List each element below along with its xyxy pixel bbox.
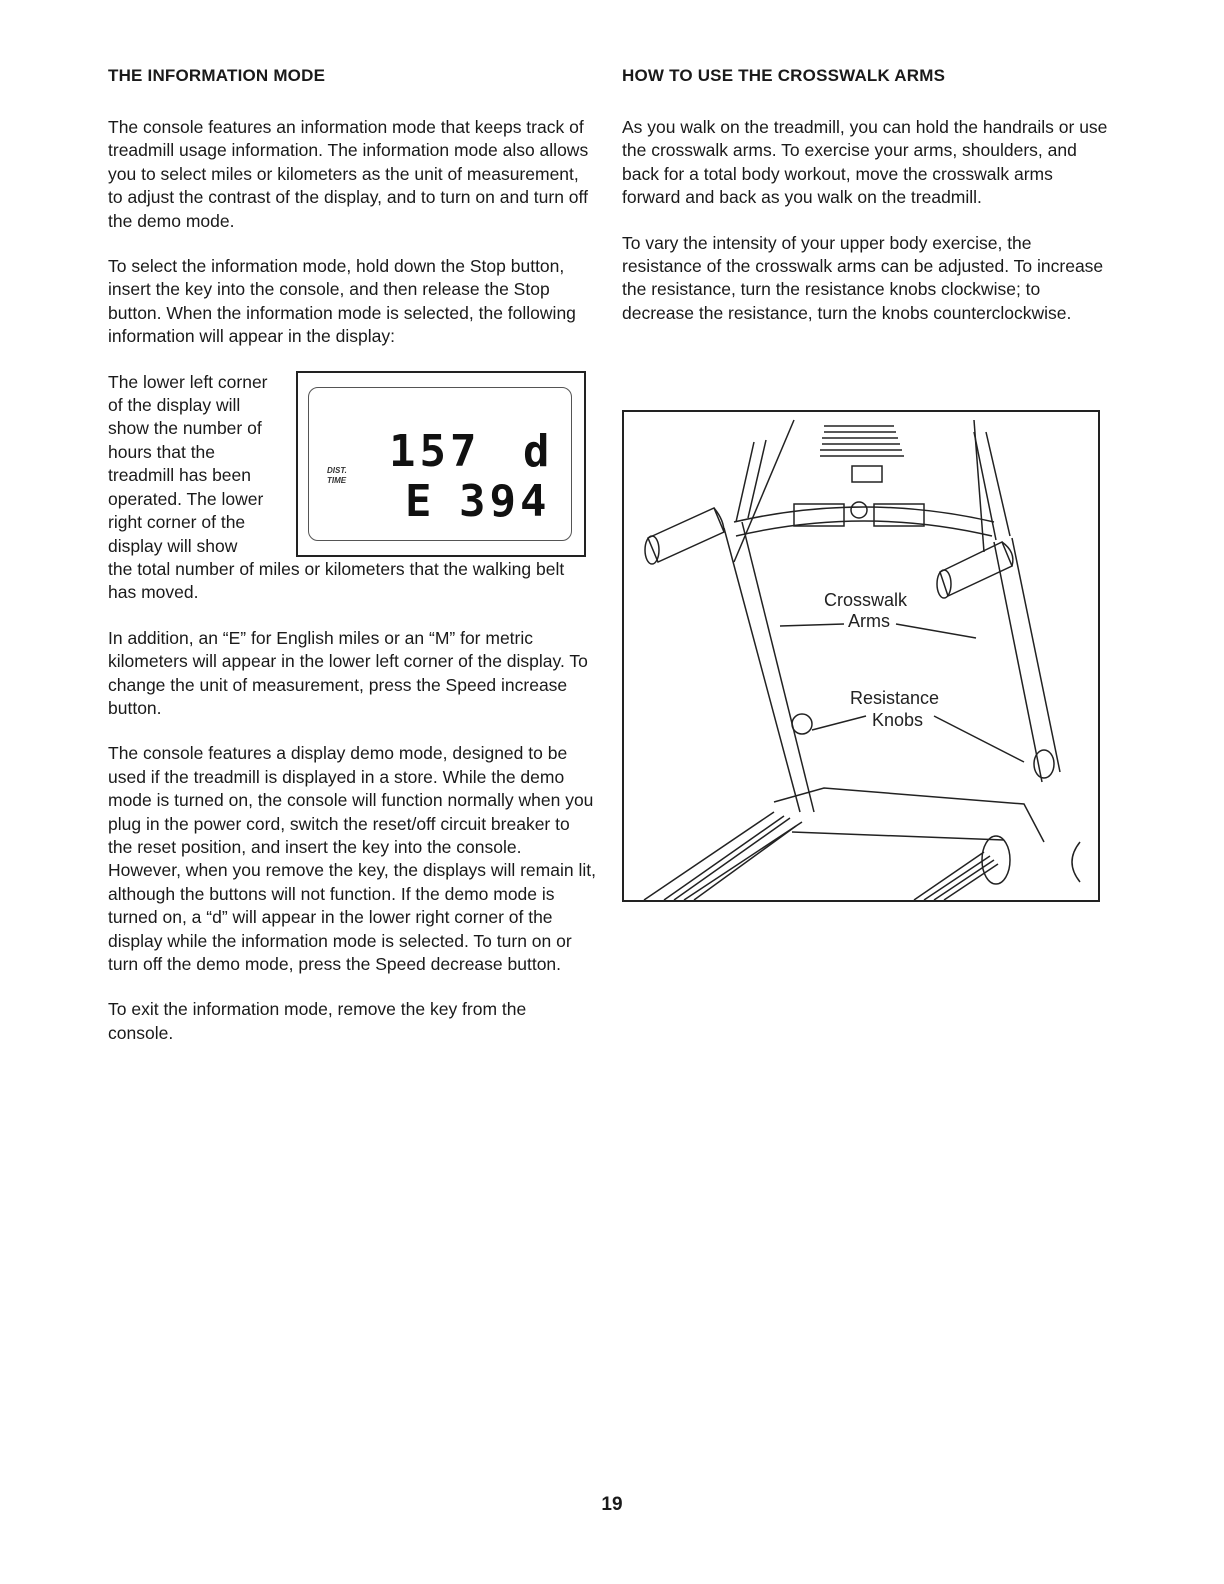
treadmill-crosswalk-figure <box>622 410 1100 902</box>
information-mode-paragraph-6: To exit the information mode, remove the key from the console. <box>108 999 527 1043</box>
display-description-continued: the total number of miles or kilometers that the walking belt has moved. <box>108 558 565 603</box>
console-vent <box>820 426 904 456</box>
label-crosswalk: Crosswalk <box>824 590 908 610</box>
information-mode-paragraph-2: To select the information mode, hold down the Stop button, insert the key into the console, and then release the Stop button. When the information mode is selected, the following information will appear in the display: <box>108 256 576 347</box>
label-arms: Arms <box>848 611 890 631</box>
resistance-leader-right <box>934 716 1024 762</box>
display-bottom-left-value: E <box>405 475 436 527</box>
display-bottom-right-value: 394 <box>459 475 551 527</box>
console-key-slot <box>852 466 882 482</box>
power-cord <box>1072 842 1080 882</box>
display-label-dist: DIST. <box>327 465 347 475</box>
left-post-inner <box>742 522 814 812</box>
right-crosswalk-handle <box>937 542 1013 598</box>
information-mode-heading: THE INFORMATION MODE <box>108 66 326 85</box>
left-column <box>108 66 596 1067</box>
display-wrap-block <box>108 371 596 605</box>
left-crosswalk-handle <box>645 508 724 564</box>
console-center-knob <box>851 502 867 518</box>
information-mode-paragraph-1: The console features an information mode that keeps track of treadmill usage information. The information mode also allows you to select miles or kilometers as the unit of measurement, to adjust the contrast of the display, and to turn on and turn off the demo mode. <box>108 117 589 231</box>
crosswalk-arms-paragraph-1: As you walk on the treadmill, you can hold the handrails or use the crosswalk arms. To exercise your arms, shoulders, and back for a total body workout, move the crosswalk arms forward and back as you walk on the treadmill. <box>622 117 1108 208</box>
crosswalk-leader-right <box>896 624 976 638</box>
console-display-illustration <box>296 371 586 557</box>
label-resistance: Resistance <box>850 688 940 708</box>
right-post-outer <box>994 542 1042 782</box>
front-roller <box>982 836 1010 884</box>
right-post-inner <box>1012 538 1060 772</box>
crosswalk-arms-heading: HOW TO USE THE CROSSWALK ARMS <box>622 66 946 85</box>
console-display-screen <box>308 387 572 541</box>
page-number: 19 <box>601 1494 623 1515</box>
right-column <box>622 66 1112 347</box>
label-knobs: Knobs <box>872 710 924 730</box>
display-top-left-value: 157 <box>389 425 481 477</box>
crosswalk-arms-paragraph-2: To vary the intensity of your upper body exercise, the resistance of the crosswalk arms can be adjusted. To increase the resistance, turn the resistance knobs clockwise; to decrease the resistance, turn the knobs counterclockwise. <box>622 232 1104 323</box>
information-mode-paragraph-5: The console features a display demo mode, designed to be used if the treadmill is displayed in a store. While the demo mode is turned on, the console will function normally when you plug in the power cord, switch the reset/off circuit breaker to the reset position, and insert the key into the console. However, when you remove the key, the displays will remain lit, although the buttons will not function. If the demo mode is turned on, a “d” will appear in the lower right corner of the display while the information mode is selected. To turn on or turn off the demo mode, press the Speed decrease button. <box>108 743 596 974</box>
crosswalk-leader-left <box>780 624 844 626</box>
deck-stripes-left <box>664 816 796 900</box>
left-post-outer <box>724 528 800 812</box>
left-resistance-knob <box>792 714 812 734</box>
right-resistance-knob <box>1034 750 1054 778</box>
display-top-right-value: d <box>523 425 554 477</box>
treadmill-line-drawing <box>624 412 1098 900</box>
display-label-time: TIME <box>327 475 347 485</box>
treadmill-deck <box>774 788 1044 842</box>
resistance-leader-left <box>812 716 866 730</box>
display-description-narrow: The lower left corner of the display will show the number of hours that the treadmill has been operated. The lower right corner of the display will show <box>108 371 268 556</box>
handlebar-crossbar <box>734 507 994 522</box>
information-mode-paragraph-4: In addition, an “E” for English miles or an “M” for metric kilometers will appear in the lower left corner of the display. To change the unit of measurement, press the Speed increase button. <box>108 627 588 718</box>
